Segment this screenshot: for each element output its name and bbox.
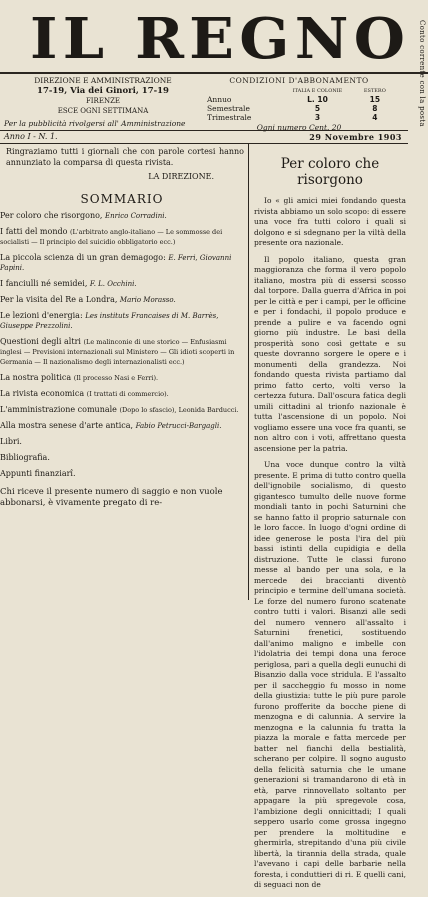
subscription-row xyxy=(205,104,393,113)
sommario-title: SOMMARIO xyxy=(80,192,164,206)
sommario-item xyxy=(0,295,244,305)
issue-number: Anno I - N. 1. xyxy=(4,132,58,141)
subscription-label: Annuo xyxy=(207,95,232,104)
sommario-list xyxy=(0,211,244,479)
admin-frequency: ESCE OGNI SETTIMANA xyxy=(57,107,149,115)
administration-block xyxy=(8,76,198,116)
subscription-block xyxy=(205,76,393,132)
subscription-abroad-price: 15 xyxy=(369,95,381,104)
admin-city: FIRENZE xyxy=(85,97,121,105)
header-rule-top xyxy=(0,130,408,131)
publicity-note: Per la pubblicità rivolgersi all' Amministrazione xyxy=(4,119,186,128)
item-title: I fanciulli né semidei, xyxy=(0,279,88,288)
article-paragraph: Una voce dunque contro la viltà presente. E prima di tutto contro quella dell'ignobile socialismo, di questo gigantesco tumulto delle nuove forme mondiali tanto in pochi Saturnini che se hanno fatto il proprio saturnale con le loro facce. In luogo d'ogni ordine di idee generose le posta l'ira del più bassi istinti della cupidigia e della distruzione. Tutte le classi furono messe al bando per una sola, e la mercede dei braccianti diventò principio e termine dell'umana società. Le forze del numero furono scatenate contro tutti i valori. Bisanzi alle sedi del numero vennero all'assalto i Saturnini frenetici, sostituendo dall'animo maligno e imbelle con l'idolatria dei tempi dona una feroce periglosa, pari a quella degli eunuchi di Bisanzio dalla voce stridula. E l'assalto per il saccheggio fu mosso in nome della giustizia: tutte le più pure parole furono profferite da bocche piene di menzogna e di calunnia. A servire la menzogna e la calunnia fu tratta la piazza la morale e fatta mercede per batter nel fianchi della bestialità, scherano per colpire. Il sogno augusto della felicità saturnia che le umane generazioni si tramandarono di età in età, parve rinnovellato soltanto per appagare la più spregevole cosa, l'ambizione degli onnicittadi; I quali seppero usarlo come grossa ingegno per prendere la moltitudine e ghermirla, strepitando d'una più civile libertà, la tirannia della strada, quale l'avevano i capi delle barbarie nella foresta, i conduttieri di ri. E quelli cani, di seguaci non de xyxy=(254,460,406,889)
masthead-title: IL REGNO xyxy=(30,6,411,72)
side-note: Conto corrente con la posta xyxy=(418,20,426,127)
subscription-table xyxy=(205,87,393,122)
column-divider xyxy=(248,143,249,600)
sommario-item xyxy=(0,373,244,383)
dateline xyxy=(0,132,408,142)
item-title: La nostra politica xyxy=(0,373,72,382)
subscription-col-header: ESTERO xyxy=(363,88,386,94)
subscription-row xyxy=(205,95,393,104)
issue-date: 29 Novembre 1903 xyxy=(309,132,402,142)
left-column xyxy=(0,146,244,509)
item-author: F. L. Occhini. xyxy=(89,280,137,288)
item-desc: (I trattati di commercio). xyxy=(86,390,169,398)
sommario-item xyxy=(0,227,244,247)
subscription-col-header: ITALIA E COLONIE xyxy=(292,88,343,94)
item-author: Fabio Petrucci-Bargagli. xyxy=(135,422,222,430)
item-title: Per coloro che risorgono, xyxy=(0,211,103,220)
item-title: Appunti finanziarî. xyxy=(0,469,76,478)
item-author: Mario Morasso. xyxy=(119,296,176,304)
item-title: Libri. xyxy=(0,437,22,446)
sommario-item xyxy=(0,405,244,415)
sommario-item xyxy=(0,453,244,463)
sommario-item xyxy=(0,337,244,367)
item-title: La rivista economica xyxy=(0,389,85,398)
masthead-rule xyxy=(0,72,428,74)
item-desc: (Il processo Nasi e Ferri). xyxy=(73,374,159,382)
item-title: Le lezioni d'energia: xyxy=(0,311,83,320)
item-title: Per la visita del Re a Londra, xyxy=(0,295,118,304)
subscription-label: Trimestrale xyxy=(207,113,252,122)
item-desc: (Dopo lo sfascio), Leonida Barducci. xyxy=(119,406,239,414)
right-column xyxy=(254,146,406,897)
sommario-item xyxy=(0,211,244,221)
subscription-italy-price: 5 xyxy=(314,104,321,113)
thanks-signature: LA DIREZIONE. xyxy=(148,172,214,181)
thanks-notice xyxy=(0,146,244,182)
item-title: Questioni degli altri xyxy=(0,337,81,346)
item-title: Bibliografia. xyxy=(0,453,50,462)
item-desc: (L'arbitrato anglo-italiano — Le sommosse dei socialisti — Il principio del suicidio obbligatorio ecc.) xyxy=(0,228,223,246)
item-desc: (Le malinconie di une storico — Enfusiasmi inglesi — Previsioni internazionali sul Ministero — Gli idioti scoperti in Germania — Il nazionalismo degli internazionalisti ecc.) xyxy=(0,338,235,366)
sample-issue-notice: Chi riceve il presente numero di saggio e non vuole abbonarsi, è vivamente pregato di re- xyxy=(0,487,223,508)
sommario-item xyxy=(0,437,244,447)
sommario-item xyxy=(0,421,244,431)
subscription-italy-price: 3 xyxy=(314,113,321,122)
subscription-italy-price: L. 10 xyxy=(307,95,328,104)
item-author: Les instituts Francaises di M. Barrès, Giuseppe Prezzolini. xyxy=(0,312,219,330)
item-title: L'amministrazione comunale xyxy=(0,405,117,414)
article-title: Per coloro che risorgono xyxy=(280,156,380,188)
sommario-item xyxy=(0,253,244,273)
item-author: Enrico Corradini. xyxy=(105,212,167,220)
subscription-label: Semestrale xyxy=(207,104,250,113)
article-paragraph: Io « gli amici miei fondando questa rivista abbiamo un solo scopo: di essere una voce fra tutti coloro i quali si dolgono e si sdegnano per la viltà della presente ora nazionale. xyxy=(254,196,406,247)
sommario-item xyxy=(0,279,244,289)
subscription-abroad-price: 4 xyxy=(372,113,378,122)
item-author: E. Ferri, Giovanni Papini. xyxy=(0,254,232,272)
sommario-item xyxy=(0,469,244,479)
article-paragraph: Il popolo italiano, questa gran maggioranza che forma il vero popolo italiano, mostra più di essersi scosso dal torpore. Dalla guerra d'Africa in poi per le città e per i campi, per le officine e per i fondachi, il popolo produce e prende a pulire e va facendo ogni giorno più industre. Le basi della prosperità sono così gettate e su queste dovranno sorgere le opere e i monumenti della grandezza. Noi fondando questa rivista partiamo dal primo fatto certo, volti verso la certezza futura. Dall'oscura fatica degli umili cittadini al trionfo nazionale è tutta l'ascensione di un popolo. Noi vogliamo essere una voce fra quanti, se non altro con i voti, affrettano questa ascensione per la patria. xyxy=(254,254,406,453)
item-title: Alla mostra senese d'arte antica, xyxy=(0,421,134,430)
item-title: I fatti del mondo xyxy=(0,227,68,236)
admin-heading: DIREZIONE E AMMINISTRAZIONE xyxy=(34,76,172,85)
sommario-item xyxy=(0,389,244,399)
subscription-abroad-price: 8 xyxy=(372,104,378,113)
single-issue-price: Ogni numero Cent. 20 xyxy=(256,123,342,132)
subscription-row xyxy=(205,113,393,122)
header-rule-bottom xyxy=(0,143,408,144)
thanks-text: Ringraziamo tutti i giornali che con parole cortesi hanno annunziato la comparsa di questa rivista. xyxy=(6,147,244,167)
subscription-title: CONDIZIONI D'ABBONAMENTO xyxy=(229,76,369,85)
sommario-item xyxy=(0,311,244,331)
item-title: La piccola scienza di un gran demagogo: xyxy=(0,253,166,262)
admin-address: 17-19, Via dei Ginori, 17-19 xyxy=(37,86,169,96)
